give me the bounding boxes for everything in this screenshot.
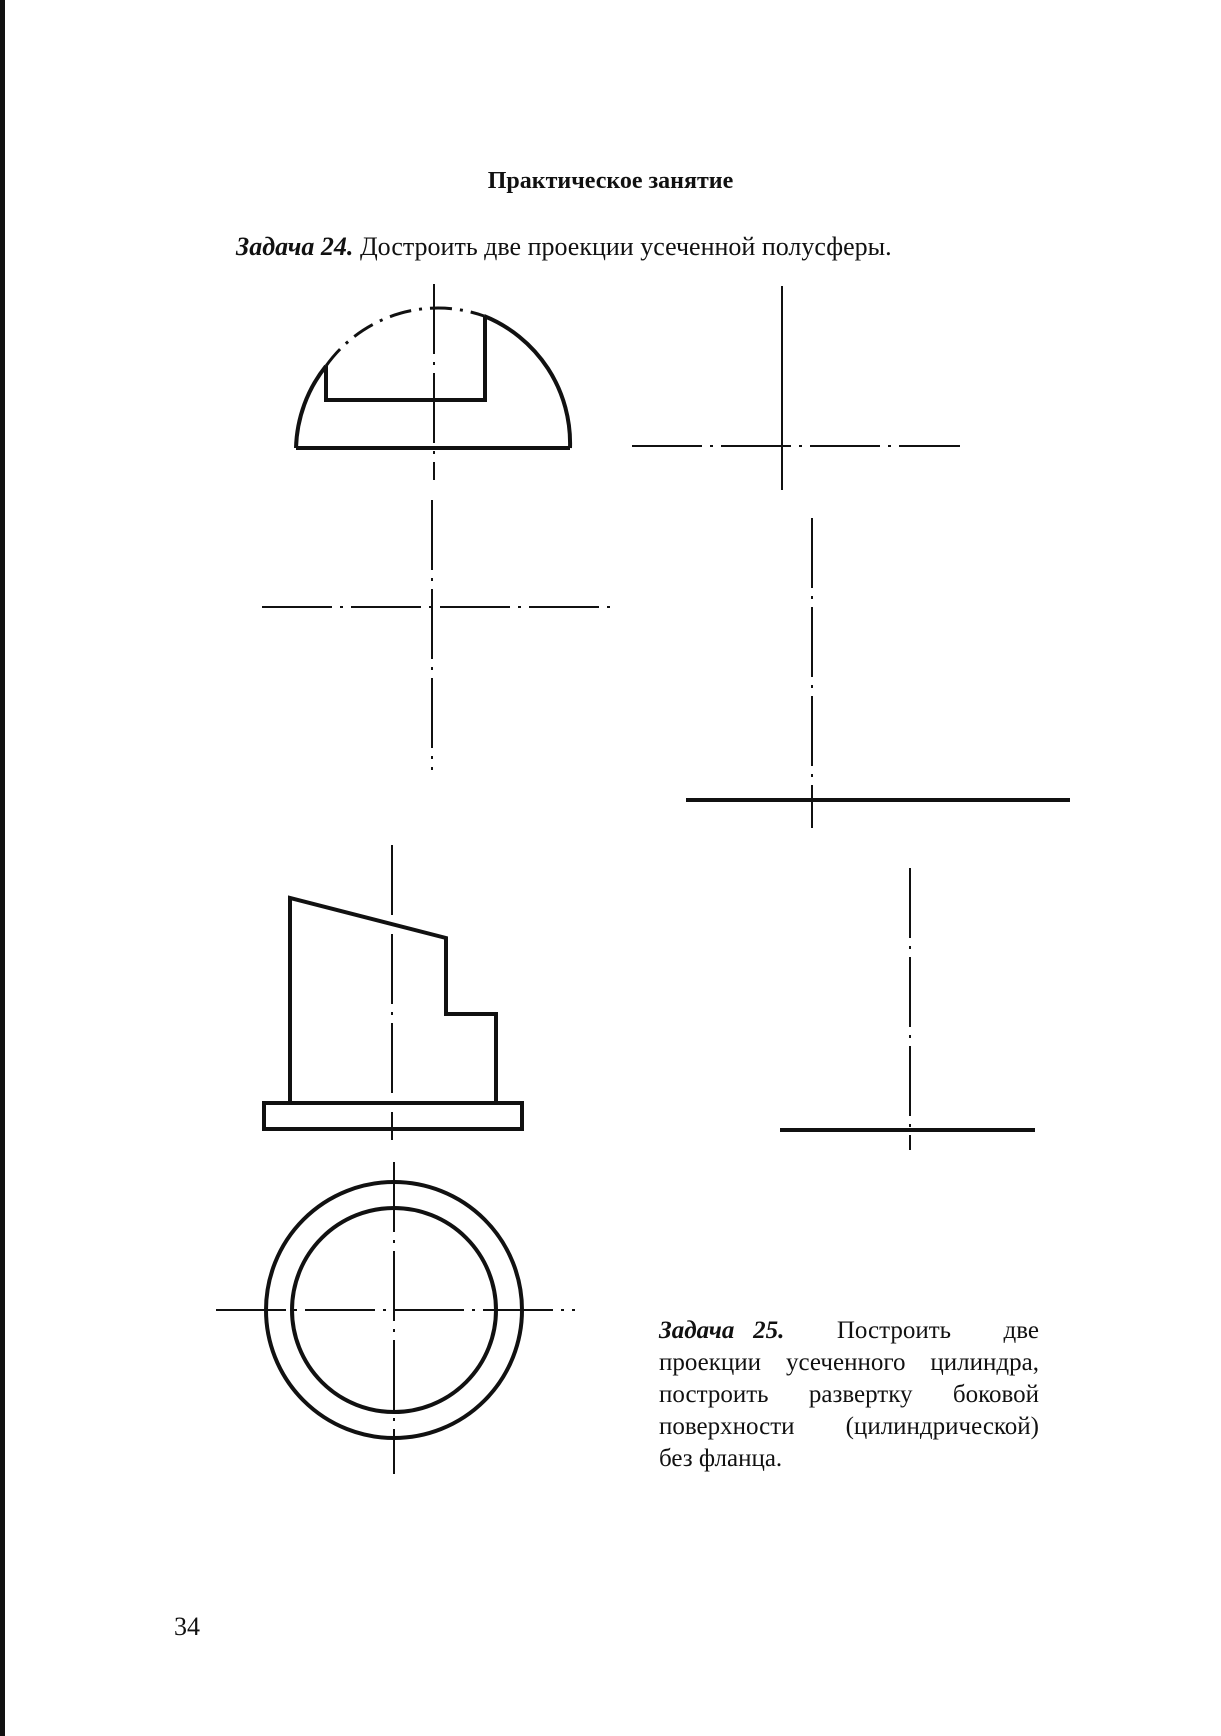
task-24-label: Задача 24.	[236, 232, 354, 261]
cylinder-side-view-axes	[780, 868, 1035, 1150]
auxiliary-view-axes	[686, 518, 1070, 828]
task-25-statement	[659, 1315, 1039, 1475]
cylinder-top-view	[216, 1162, 575, 1474]
hemisphere-front-view	[296, 284, 570, 480]
task-25-line-5: без фланца.	[659, 1445, 783, 1472]
page-heading: Практическое занятие	[487, 168, 734, 194]
text-word: боковой	[952, 1381, 1039, 1408]
task-25-word-build: Построить	[836, 1317, 952, 1344]
text-word: развертку	[808, 1381, 913, 1408]
text-word: построить	[659, 1381, 769, 1408]
hemisphere-top-view-axes	[262, 500, 612, 770]
task-25-label: Задача	[659, 1317, 735, 1344]
text-word: (цилиндрической)	[845, 1413, 1039, 1440]
text-word: проекции	[659, 1349, 762, 1376]
task-25-word-two: две	[1003, 1317, 1039, 1344]
hemisphere-cut-outline	[326, 316, 485, 400]
text-word: цилиндра,	[930, 1349, 1039, 1376]
hemisphere-side-view-axes	[632, 286, 960, 490]
task-25-line-4	[659, 1411, 1039, 1443]
text-word: поверхности	[659, 1413, 795, 1440]
text-word: усеченного	[786, 1349, 906, 1376]
task-25-heading	[659, 1315, 784, 1347]
hemisphere-hidden-arc	[326, 308, 484, 366]
hemisphere-left-arc	[296, 366, 326, 448]
task-24-text: Достроить две проекции усеченной полусферы.	[353, 232, 892, 261]
cylinder-front-view	[264, 845, 522, 1140]
task-25-first-line	[659, 1315, 1039, 1347]
hemisphere-right-arc	[484, 316, 570, 448]
task-25-line-2	[659, 1347, 1039, 1379]
task-25-line-3	[659, 1379, 1039, 1411]
task-25-number: 25.	[753, 1317, 785, 1344]
page-number: 34	[174, 1612, 200, 1641]
